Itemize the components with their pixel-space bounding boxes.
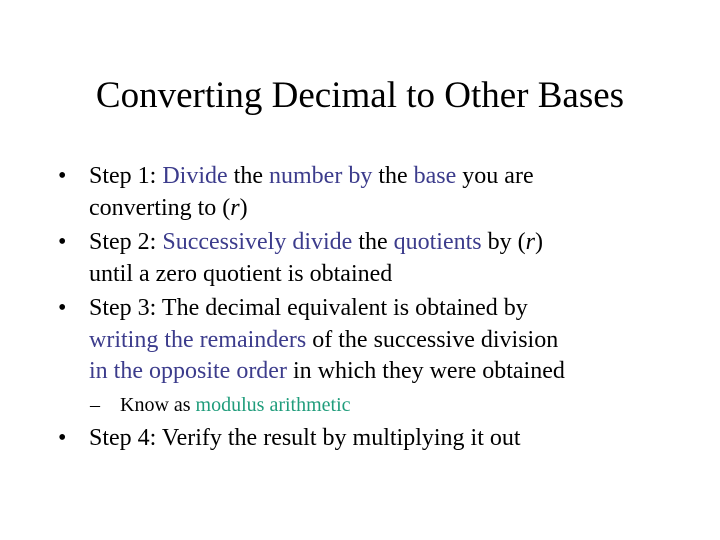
step-1-text: the <box>372 163 414 189</box>
step-2-text: until a zero quotient is obtained <box>89 260 393 287</box>
step-1-number-by: number by <box>269 163 373 189</box>
step-1-text: you are <box>456 163 534 189</box>
step-1-text: the <box>227 163 269 189</box>
step-1-divide: Divide <box>162 163 228 189</box>
sub-text: Know as <box>120 394 196 416</box>
sub-modulus-arithmetic: modulus arithmetic <box>195 394 351 416</box>
step-3-writing-remainders: writing the remainders <box>89 326 307 353</box>
step-3-text: in which they were obtained <box>286 358 565 384</box>
step-1-r: r <box>230 194 240 221</box>
bullet-step-1-text <box>89 161 699 224</box>
bullet-marker: • <box>58 229 67 255</box>
step-3-text: Step 3: The decimal equivalent is obtained by <box>89 295 528 321</box>
step-2-text: the <box>352 229 394 255</box>
step-2-r: r <box>525 229 535 255</box>
step-2-successively-divide: Successively divide <box>162 229 353 255</box>
step-3-text: of the successive division <box>306 326 559 353</box>
step-2-quotients: quotients <box>393 229 482 255</box>
bullet-marker: • <box>58 425 67 451</box>
step-3-opposite-order: in the opposite order <box>89 358 287 384</box>
sub-bullet-marker: – <box>90 394 100 416</box>
step-2-text: ) <box>534 229 543 255</box>
step-1-text: ) <box>239 194 248 221</box>
slide-title: Converting Decimal to Other Bases <box>95 75 625 116</box>
bullet-step-3-text <box>89 293 699 388</box>
sub-bullet-text <box>120 392 351 418</box>
step-1-label: Step 1: <box>89 163 163 189</box>
step-1-base: base <box>413 163 457 189</box>
step-4-text: Step 4: Verify the result by multiplying it out <box>89 425 521 451</box>
bullet-step-4-text <box>89 423 699 455</box>
step-2-label: Step 2: <box>89 229 163 255</box>
bullet-step-2-text <box>89 227 699 290</box>
step-1-text: converting to ( <box>89 194 231 221</box>
bullet-marker: • <box>58 163 67 189</box>
bullet-marker: • <box>58 295 67 321</box>
step-2-text: by ( <box>481 229 526 255</box>
